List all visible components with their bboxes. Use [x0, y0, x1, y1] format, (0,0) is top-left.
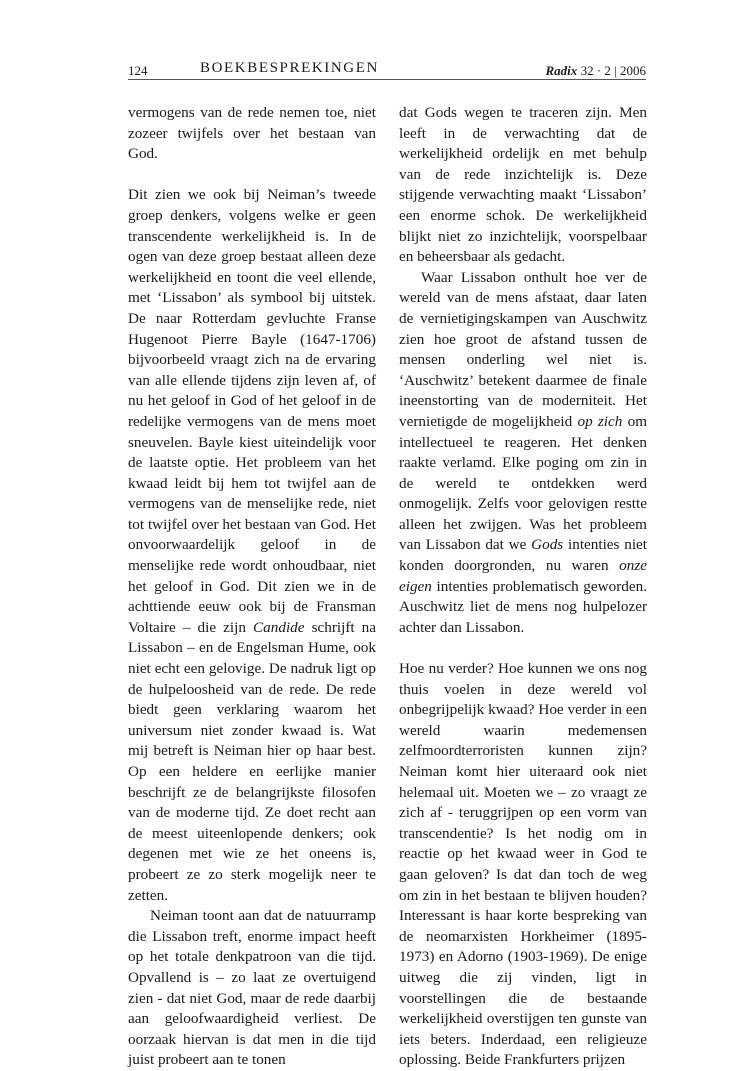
right-p2-onze-eigen: onze eigen: [399, 557, 647, 595]
header-rule: [128, 79, 646, 80]
left-paragraph-1: vermogens van de rede nemen toe, niet zozeer twijfels over het bestaan van God.: [128, 104, 376, 163]
right-p2-text-b: om intellectueel te reageren. Het denken raakte verlamd. Elke poging om zin in de wereld te ontdekken werd onmogelijk. Zelfs voor gelovigen restte alleen het zwijgen. Was het probleem van Lissabon dat we: [399, 412, 648, 554]
left-paragraph-2: [128, 185, 376, 906]
right-p2-gods: Gods: [531, 536, 564, 554]
page-number: 124: [128, 63, 148, 78]
left-p2-text-b: schrijft na Lissabon – en de Engelsman Hume, ook niet echt een gelovige. De nadruk ligt op de hulpeloosheid van de rede. De rede biedt geen verklaring waarom het universum niet zonder kwaad is. Wat mij betreft is Neiman hier op haar best. Op een heldere en eerlijke manier beschrijft ze de belangrijkste filosofen van de moderne tijd. Ze doet recht aan de meest uiteenlopende denkers; ook degenen met wie ze het oneens is, probeert ze zo sterk mogelijk neer te zetten.: [128, 618, 377, 904]
left-column: [128, 103, 376, 1071]
right-p2-opzich: op zich: [577, 412, 623, 430]
right-paragraph-2: [399, 268, 647, 639]
right-paragraph-3: Hoe nu verder? Hoe kunnen we ons nog thuis voelen in deze wereld vol onbegrijpelijk kwaad? Hoe verder in een wereld waarin medemensen zelfmoordterroristen kunnen zijn? Neiman komt hier uiteraard ook niet helemaal uit. Moeten we – zo vraagt ze zich af - teruggrijpen op een vorm van transcendentie? Is het nodig om in reactie op het kwaad weer in God te gaan geloven? Is dat dan toch de weg om zin in het bestaan te blijven houden? Interessant is haar korte bespreking van de neomarxisten Horkheimer (1895-1973) en Adorno (1903-1969). De enige uitweg die zij vinden, ligt in voorstellingen die de bestaande werkelijkheid overstijgen ten gunste van iets beters. Inderdaad, een religieuze oplossing. Beide Frankfurters prijzen: [399, 660, 647, 1069]
journal-citation: [546, 63, 646, 79]
right-p2-text-a: Waar Lissabon onthult hoe ver de wereld van de mens afstaat, daar laten de vernietigingskampen van Auschwitz zien hoe groot de afstand tussen de mensen onderling wel niet is. ‘Auschwitz’ betekent daarmee de finale ineenstorting van de moderniteit. Het vernietigde de mogelijkheid: [399, 268, 647, 430]
left-paragraph-3: Neiman toont aan dat de natuurramp die Lissabon treft, enorme impact heeft op het totale denkpatroon van die tijd. Opvallend is – zo laat ze overtuigend zien - dat niet God, maar de rede daarbij aan geloofwaardigheid verliest. De oorzaak hiervan is dat men in die tijd juist probeert aan te tonen: [128, 907, 376, 1069]
section-title: BOEKBESPREKINGEN: [200, 60, 379, 76]
journal-issue: 32 · 2 | 2006: [580, 63, 646, 78]
right-column: [399, 103, 647, 1071]
journal-name: Radix: [545, 63, 578, 78]
right-paragraph-1: dat Gods wegen te traceren zijn. Men leeft in de verwachting dat de werkelijkheid ordelijk en met behulp van de rede inzichtelijk is. Deze stijgende verwachting maakt ‘Lissabon’ een enorme schok. De werkelijkheid blijkt niet zo inzichtelijk, voorspelbaar en beheersbaar als gedacht.: [399, 104, 647, 266]
left-p2-text-a: Dit zien we ook bij Neiman’s tweede groep denkers, volgens welke er geen transcendente werkelijkheid is. In de ogen van deze groep bestaat alleen deze werkelijkheid en toont die veel ellende, met ‘Lissabon’ als symbool bij uitstek. De naar Rotterdam gevluchte Franse Hugenoot Pierre Bayle (1647-1706) bijvoorbeeld vraagt zich na de ervaring van alle ellende tijdens zijn leven af, of nu het geloof in God of het geloof in de redelijke vermogens van de mens moet sneuvelen. Bayle kiest uiteindelijk voor de laatste optie. Het probleem van het kwaad leidt bij hem tot twijfel aan de vermogens van de menselijke rede, niet tot twijfel over het bestaan van God. Het onvoorwaardelijk geloof in de menselijke rede wordt onhoudbaar, niet het geloof in God. Dit zien we in de achttiende eeuw ook bij de Fransman Voltaire – die zijn: [128, 186, 376, 636]
right-p2-text-c: intenties niet konden doorgronden, nu waren: [399, 536, 648, 575]
right-p2-text-d: intenties problematisch geworden. Auschwitz liet de mens nog hulpelozer achter dan Lissabon.: [399, 577, 647, 636]
left-p2-candide: Candide: [253, 618, 305, 636]
